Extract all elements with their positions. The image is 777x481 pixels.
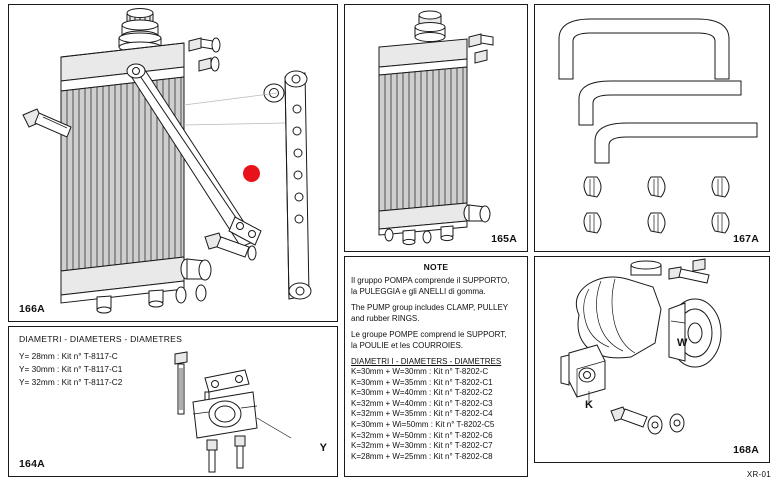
note-spec-line: K=32mm + W=35mm : Kit n° T-8202-C4 bbox=[351, 409, 493, 419]
note-paragraph-line: The PUMP group includes CLAMP, PULLEY bbox=[351, 303, 509, 312]
fastener-set-top bbox=[189, 38, 220, 71]
radiator-small-core bbox=[379, 67, 467, 211]
callout-y: Y bbox=[319, 442, 327, 454]
panel-radiator-main bbox=[8, 4, 338, 322]
pump-fasteners bbox=[611, 407, 684, 434]
panel-code-165a: 165A bbox=[491, 233, 517, 245]
note-spec-line: K=28mm + W=25mm : Kit n° T-8202-C8 bbox=[351, 451, 493, 461]
pump-inlet-neck bbox=[631, 259, 709, 283]
radiator-small-outlet bbox=[464, 205, 490, 222]
note-spec-line: K=30mm + W=40mm : Kit n° T-8202-C2 bbox=[351, 388, 493, 398]
hoses-clamps-drawing bbox=[535, 5, 769, 251]
note-spec-line: K=32mm + W=40mm : Kit n° T-8202-C3 bbox=[351, 398, 493, 408]
panel-hoses-clamps bbox=[534, 4, 770, 252]
note-paragraph-line: Il gruppo POMPA comprende il SUPPORTO, bbox=[351, 276, 510, 285]
diameters-line: Y= 28mm : Kit n° T-8117-C bbox=[19, 351, 118, 361]
clamp-row-lower bbox=[584, 213, 729, 233]
pump-body bbox=[576, 277, 661, 358]
pump-support-bracket bbox=[561, 345, 605, 397]
note-paragraph-line: la POULIE et les COURROIES. bbox=[351, 341, 464, 350]
radiator-cap bbox=[119, 9, 161, 53]
radiator-small-fastener-top bbox=[469, 34, 493, 63]
panel-code-166a: 166A bbox=[19, 303, 45, 315]
panel-code-167a: 167A bbox=[733, 233, 759, 245]
clamp-bolts bbox=[207, 436, 245, 472]
panel-pump-group bbox=[534, 256, 770, 463]
long-bolt bbox=[175, 352, 187, 414]
note-paragraph-line: Le groupe POMPE comprend le SUPPORT, bbox=[351, 330, 507, 339]
note-spec-line: K=30mm + W=30mm : Kit n° T-8202-C bbox=[351, 367, 489, 376]
pump-pulley bbox=[669, 299, 721, 367]
radiator-main-drawing bbox=[9, 5, 337, 321]
panel-code-164a: 164A bbox=[19, 458, 45, 470]
note-spec-line: K=32mm + W=30mm : Kit n° T-8202-C7 bbox=[351, 441, 493, 451]
diameters-line: Y= 32mm : Kit n° T-8117-C2 bbox=[19, 377, 123, 387]
clamp-row-upper bbox=[584, 177, 729, 197]
panel-radiator-small bbox=[344, 4, 528, 252]
hose-clamp-body bbox=[193, 392, 257, 438]
callout-k: K bbox=[585, 399, 593, 411]
hose-lower bbox=[595, 123, 757, 163]
note-spec-line: K=32mm + W=50mm : Kit n° T-8202-C6 bbox=[351, 430, 493, 440]
sheet-reference: XR-01 bbox=[746, 470, 771, 479]
panel-note bbox=[344, 256, 528, 477]
note-paragraph-line: la PULEGGIA e gli ANELLI di gomma. bbox=[351, 287, 486, 296]
note-spec-header: DIAMETRI I - DIAMETERS - DIAMETRES bbox=[351, 357, 502, 366]
pump-group-drawing bbox=[535, 257, 769, 462]
hose-middle bbox=[579, 81, 741, 125]
note-paragraph-line: and rubber RINGS. bbox=[351, 314, 420, 323]
note-spec-line: K=30mm + Wi=50mm : Kit n° T-8202-C5 bbox=[351, 419, 495, 429]
hose-upper bbox=[559, 19, 729, 79]
panel-diameters bbox=[8, 326, 338, 477]
selection-marker bbox=[243, 165, 260, 182]
rubber-grommet-top bbox=[264, 84, 284, 102]
mounting-bar bbox=[285, 71, 311, 299]
clamp-assembly-drawing bbox=[149, 344, 329, 474]
diameters-line: Y= 30mm : Kit n° T-8117-C1 bbox=[19, 364, 123, 374]
callout-w: W bbox=[677, 337, 688, 349]
note-title: NOTE bbox=[423, 262, 449, 272]
radiator-outlet-flange bbox=[181, 259, 211, 280]
radiator-small-drawing bbox=[345, 5, 527, 251]
panel-code-168a: 168A bbox=[733, 444, 759, 456]
note-spec-line: K=30mm + W=35mm : Kit n° T-8202-C1 bbox=[351, 377, 493, 387]
radiator-small-cap bbox=[415, 11, 445, 42]
diameters-title: DIAMETRI - DIAMETERS - DIAMETRES bbox=[19, 334, 183, 344]
